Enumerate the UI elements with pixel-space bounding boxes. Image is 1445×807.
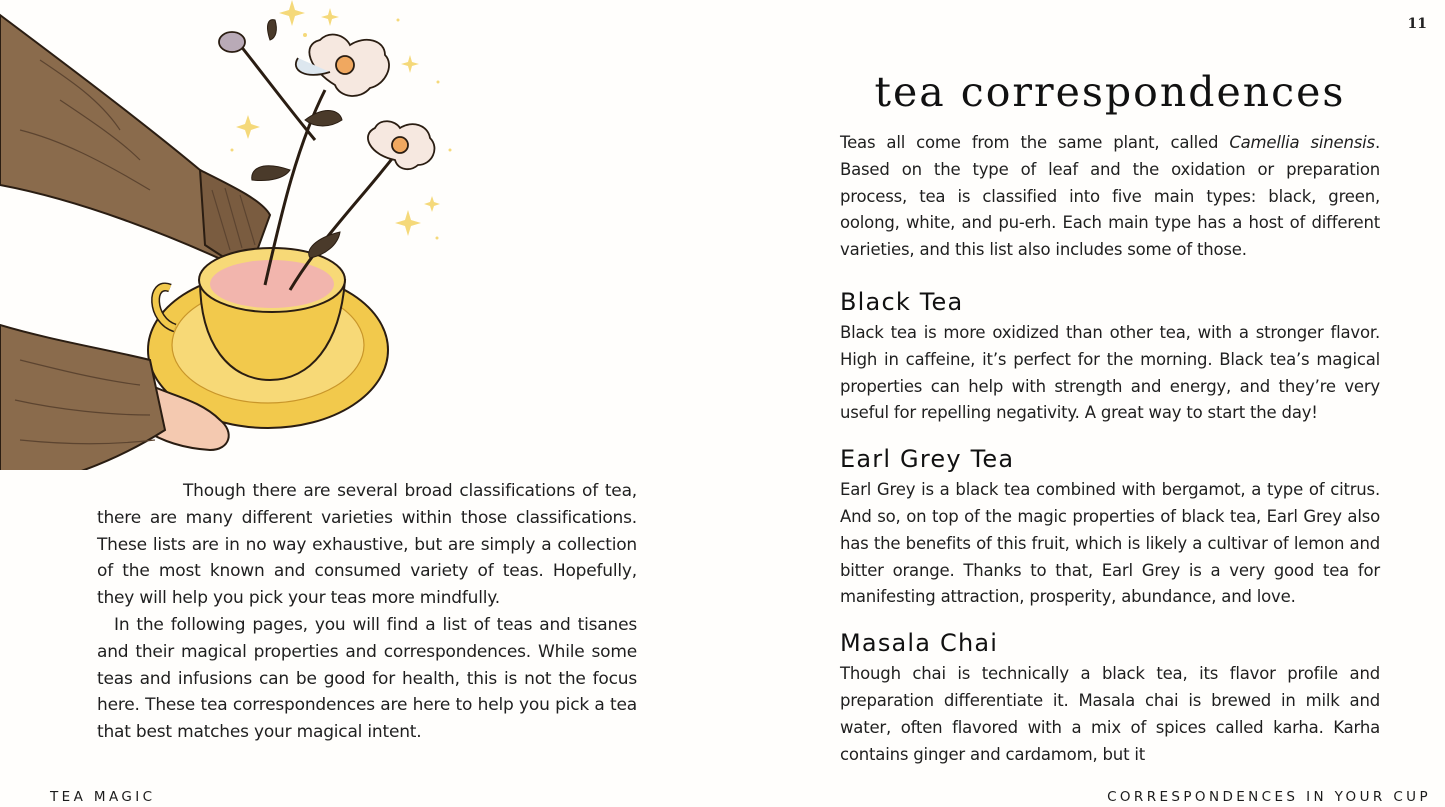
intro-text-end: . Based on the type of leaf and the oxidation or preparation process, tea is classified into five main types: black, green, oolong, white, and pu-erh. Each main type has a host of different varieties, and this list also includes some of those. [840,133,1380,260]
tea-heading: Masala Chai [840,629,999,658]
flower-small [368,121,435,169]
intro-paragraph [840,130,1380,264]
footer-chapter-title: CORRESPONDENCES IN YOUR CUP [1107,789,1431,805]
intro-text-start: Teas all come from the same plant, called [840,133,1230,152]
tea-entry-black-tea [840,286,1380,427]
flower-bud [219,32,245,52]
teacup-illustration [0,0,470,470]
tea-description: Though chai is technically a black tea, its flavor profile and preparation differentiate it. Masala chai is brewed in milk and water, often flavored with a mix of spices called karha. Karha contains ginger and cardamom, but it [840,664,1380,764]
tea-heading: Earl Grey Tea [840,445,1015,474]
tea-surface [210,260,334,308]
tea-heading: Black Tea [840,287,964,316]
left-body-text [97,478,637,746]
tea-description: Earl Grey is a black tea combined with bergamot, a type of citrus. And so, on top of the magic properties of black tea, Earl Grey also has the benefits of this fruit, which is likely a cultivar of lemon and bitter orange. Thanks to that, Earl Grey is a very good tea for manifesting attraction, prosperity, abundance, and love. [840,480,1380,607]
tea-entry-earl-grey [840,443,1380,611]
left-paragraph: Though there are several broad classifications of tea, there are many different varieties within those classifications. These lists are in no way exhaustive, but are simply a collection of the most known and consumed variety of teas. Hopefully, they will help you pick your teas more mindfully. [97,481,637,609]
lower-sleeve [0,325,165,470]
page-number: 11 [1407,16,1427,32]
tea-description: Black tea is more oxidized than other tea, with a stronger flavor. High in caffeine, it’s perfect for the morning. Black tea’s magical properties can help with strength and energy, and they’re very useful for repelling negativity. A great way to start the day! [840,322,1380,423]
intro-italic-term: Camellia sinensis [1229,133,1375,152]
right-column [840,130,1380,784]
tea-entry-masala-chai [840,627,1380,768]
footer-book-title: TEA MAGIC [50,789,156,805]
page-title: tea correspondences [874,68,1346,116]
left-paragraph: In the following pages, you will find a list of teas and tisanes and their magical properties and correspondences. While some teas and infusions can be good for health, this is not the focus here. These tea correspondences are here to help you pick a tea that best matches your magical intent. [97,614,637,743]
flower-large [296,35,389,96]
